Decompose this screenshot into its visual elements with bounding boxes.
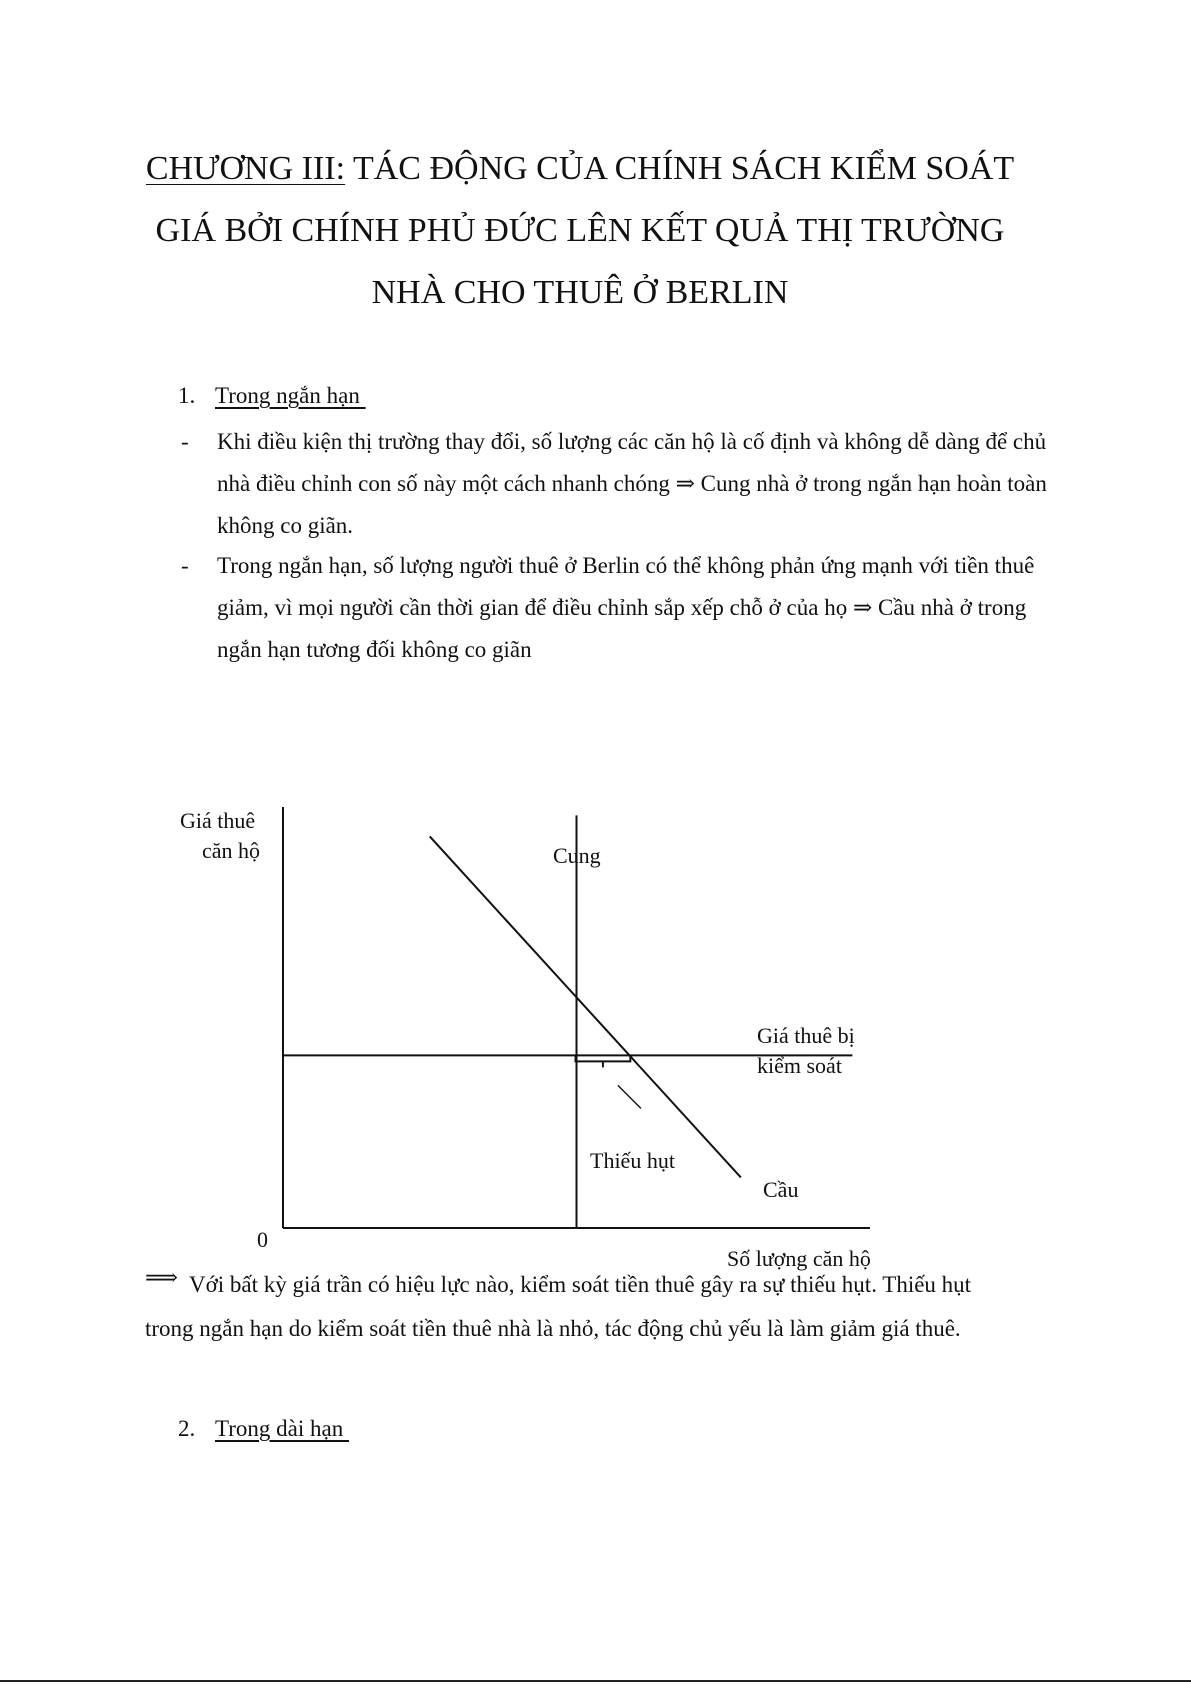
- demand-label: Cầu: [763, 1177, 799, 1202]
- origin-label: 0: [257, 1227, 268, 1252]
- section-1-title: Trong ngắn hạn: [215, 383, 366, 408]
- y-axis-label-line1: Giá thuê: [180, 808, 256, 833]
- conclusion-text: Với bất kỳ giá trần có hiệu lực nào, kiểm soát tiền thuê gây ra sự thiếu hụt. Thiếu hụt trong ngắn hạn do kiểm soát tiền thuê nhà là nhỏ, tác động chủ yếu là làm giảm giá thuê.: [145, 1272, 972, 1341]
- chapter-title-text: TÁC ĐỘNG CỦA CHÍNH SÁCH KIỂM SOÁT GIÁ BỞI CHÍNH PHỦ ĐỨC LÊN KẾT QUẢ THỊ TRƯỜNG NHÀ CHO THUÊ Ở BERLIN: [155, 150, 1015, 311]
- ceiling-label-line2: kiểm soát: [757, 1053, 842, 1078]
- bullet-1-marker: -: [181, 429, 189, 454]
- demand-line: [430, 836, 741, 1177]
- chapter-label: CHƯƠNG III:: [145, 150, 346, 187]
- conclusion-arrow: ⟹: [145, 1265, 178, 1290]
- section-2-heading: [178, 1416, 349, 1442]
- section-2-number: 2.: [178, 1416, 196, 1441]
- section-2-title: Trong dài hạn: [215, 1416, 349, 1441]
- section-1-number: 1.: [178, 383, 196, 408]
- supply-label: Cung: [553, 843, 601, 868]
- shortage-bracket: [576, 1055, 631, 1067]
- y-axis-label-line2: căn hộ: [202, 838, 261, 863]
- ceiling-label-line1: Giá thuê bị: [757, 1023, 855, 1048]
- bullet-1-text: Khi điều kiện thị trường thay đổi, số lượng các căn hộ là cố định và không dễ dàng để chủ nhà điều chỉnh con số này một cách nhanh chóng ⇒ Cung nhà ở trong ngắn hạn hoàn toàn không co giãn.: [217, 429, 1047, 538]
- shortage-pointer: [618, 1085, 641, 1108]
- x-axis-label: Số lượng căn hộ: [727, 1246, 871, 1271]
- bullet-2-marker: -: [181, 553, 189, 578]
- shortage-label: Thiếu hụt: [590, 1148, 675, 1173]
- chart-plot-area: [283, 807, 870, 1228]
- page-bottom-rule: [0, 1680, 1191, 1682]
- bullet-2-text: Trong ngắn hạn, số lượng người thuê ở Berlin có thể không phản ứng mạnh với tiền thuê giảm, vì mọi người cần thời gian để điều chỉnh sắp xếp chỗ ở của họ ⇒ Cầu nhà ở trong ngắn hạn tương đối không co giãn: [217, 553, 1035, 662]
